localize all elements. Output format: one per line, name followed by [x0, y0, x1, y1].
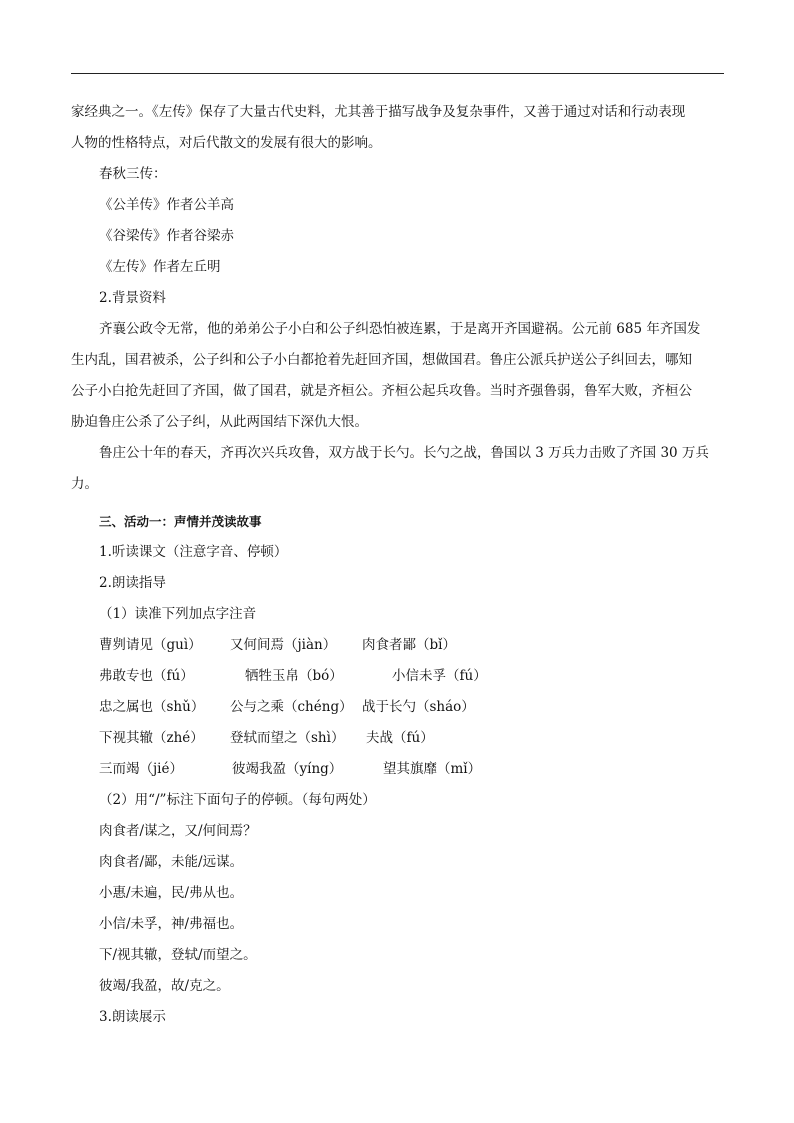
pinyin-row: [71, 692, 724, 723]
background-para2-line: 力。: [71, 476, 98, 492]
pinyin-item: 小信未孚（fú）: [392, 668, 487, 684]
pause-sentence: 小惠/未遍，民/弗从也。: [99, 885, 244, 901]
pinyin-item: 忠之属也（shǔ）: [99, 699, 205, 715]
background-para1-line: 胁迫鲁庄公杀了公子纠，从此两国结下深仇大恨。: [71, 414, 368, 430]
pinyin-item: 下视其辙（zhé）: [99, 730, 204, 746]
background-para1-line: 齐襄公政令无常，他的弟弟公子小白和公子纠恐怕被连累，于是离开齐国避祸。公元前 685 年齐国发: [99, 321, 701, 337]
three-commentaries-title: 春秋三传：: [99, 166, 167, 182]
document-body: [71, 97, 724, 1033]
pinyin-item: 彼竭我盈（yíng）: [232, 761, 343, 777]
pinyin-item: 曹刿请见（guì）: [99, 637, 202, 653]
header-rule: [71, 73, 724, 74]
pause-sentence: 小信/未孚，神/弗福也。: [99, 916, 244, 932]
intro-line-2: 人物的性格特点，对后代散文的发展有很大的影响。: [71, 135, 382, 151]
pause-subtitle: （2）用“/”标注下面句子的停顿。（每句两处）: [99, 792, 376, 808]
activity-step-2: 2.朗读指导: [99, 575, 166, 591]
intro-line-1: 家经典之一。《左传》保存了大量古代史料，尤其善于描写战争及复杂事件，又善于通过对话和行动表现: [71, 104, 686, 120]
pause-sentence: 彼竭/我盈，故/克之。: [99, 978, 230, 994]
background-para1-line: 生内乱，国君被杀，公子纠和公子小白都抢着先赶回齐国，想做国君。鲁庄公派兵护送公子纠回去，哪知: [71, 352, 692, 368]
background-para1-line: 公子小白抢先赶回了齐国，做了国君，就是齐桓公。齐桓公起兵攻鲁。当时齐强鲁弱，鲁军大败，齐桓公: [71, 383, 692, 399]
commentary-item: 《谷梁传》作者谷梁赤: [99, 228, 234, 244]
commentary-item: 《公羊传》作者公羊高: [99, 197, 234, 213]
pinyin-item: 又何间焉（jiàn）: [230, 637, 337, 653]
pinyin-row: [71, 630, 724, 661]
pinyin-item: 公与之乘（chéng）: [230, 699, 353, 715]
pinyin-row: [71, 661, 724, 692]
pinyin-item: 战于长勺（sháo）: [362, 699, 475, 715]
pinyin-row: [71, 723, 724, 754]
activity-heading: 三、活动一：声情并茂读故事: [99, 514, 262, 529]
activity-step-1: 1.听读课文（注意字音、停顿）: [99, 544, 288, 560]
pause-sentence: 肉食者/鄙，未能/远谋。: [99, 854, 244, 870]
pinyin-item: 夫战（fú）: [366, 730, 434, 746]
activity-step-3: 3.朗读展示: [99, 1009, 166, 1025]
pinyin-subtitle: （1）读准下列加点字注音: [99, 606, 257, 622]
background-para2-line: 鲁庄公十年的春天，齐再次兴兵攻鲁，双方战于长勺。长勺之战，鲁国以 3 万兵力击败了齐国 30 万兵: [99, 445, 709, 461]
pinyin-item: 弗敢专也（fú）: [99, 668, 194, 684]
background-title: 2.背景资料: [99, 290, 166, 306]
commentary-item: 《左传》作者左丘明: [99, 259, 221, 275]
pinyin-item: 牺牲玉帛（bó）: [245, 668, 343, 684]
pinyin-item: 肉食者鄙（bǐ）: [362, 637, 456, 653]
pinyin-item: 登轼而望之（shì）: [230, 730, 345, 746]
pause-sentence: 下/视其辙，登轼/而望之。: [99, 947, 257, 963]
pinyin-row: [71, 754, 724, 785]
pinyin-item: 三而竭（jié）: [99, 761, 183, 777]
pinyin-item: 望其旗靡（mǐ）: [383, 761, 482, 777]
pause-sentence: 肉食者/谋之，又/何间焉？: [99, 823, 257, 839]
